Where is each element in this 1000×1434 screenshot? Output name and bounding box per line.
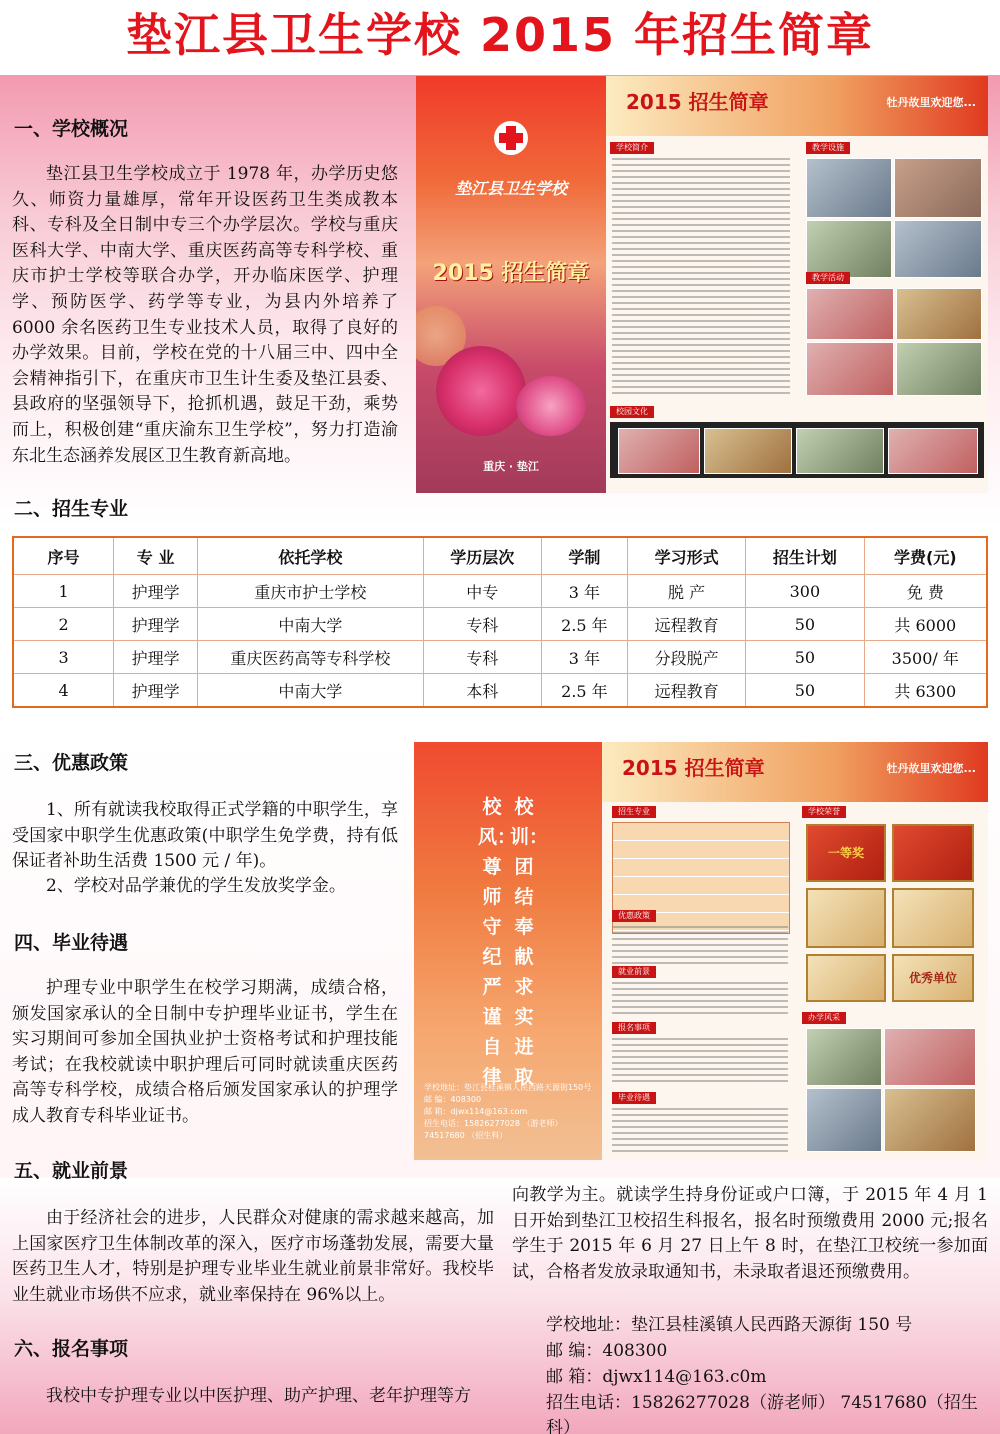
brochure-contact-line: 邮 编：408300 bbox=[424, 1095, 482, 1104]
table-cell: 护理学 bbox=[114, 674, 198, 708]
culture-photo bbox=[796, 428, 884, 474]
award-certificate bbox=[892, 824, 974, 882]
table-cell: 专科 bbox=[423, 608, 541, 641]
practice-photo bbox=[896, 288, 982, 340]
brochure-place: 重庆 · 垫江 bbox=[483, 460, 539, 473]
registration-text-right: 向教学为主。就读学生持身份证或户口簿，于 2015 年 4 月 1 日开始到垫江卫校招生科报名，报名时预缴费用 2000 元;报名学生于 2015 年 6 月 27 日上午 8 时，在垫江卫校统一参加面试，合格者发放录取通知书，未录取者退还预缴费用。 bbox=[512, 1185, 988, 1282]
award-certificate: 一等奖 bbox=[806, 824, 886, 882]
table-cell: 2.5 年 bbox=[541, 608, 627, 641]
table-cell: 分段脱产 bbox=[627, 641, 745, 674]
table-cell: 50 bbox=[746, 674, 864, 708]
table-cell: 50 bbox=[746, 641, 864, 674]
table-header-cell: 依托学校 bbox=[198, 537, 424, 575]
peony-flower-icon bbox=[516, 376, 586, 436]
heading-employment: 五、就业前景 bbox=[14, 1160, 129, 1182]
tag-graduation: 毕业待遇 bbox=[612, 1092, 656, 1104]
brochure-header-greeting: 牡丹故里欢迎您... bbox=[886, 96, 976, 109]
tag-style: 办学风采 bbox=[802, 1012, 846, 1024]
library-photo bbox=[894, 220, 982, 278]
brochure-header bbox=[606, 76, 988, 136]
overview-text: 垫江县卫生学校成立于 1978 年，办学历史悠久、师资力量雄厚，常年开设医药卫生类成教本科、专科及全日制中专三个办学层次。学校与重庆医科大学、中南大学、重庆医药高等专科学校、重庆市护士学校等联合办学，开办临床医学、护理学、预防医学、药学等专业，为县内外培养了 6000 余名医药卫生专业技术人员，取得了良好的办学效果。目前，学校在党的十八届三中、四中全会精神指引下，在重庆市卫生计生委及垫江县委、县政府的坚强领导下，抢抓机遇，鼓足干劲，乘势而上，积极创建“重庆渝东卫生学校”，努力打造渝东北生态涵养发展区卫生教育新高地。 bbox=[12, 164, 398, 466]
table-cell: 护理学 bbox=[114, 608, 198, 641]
tag-culture: 校园文化 bbox=[610, 406, 654, 418]
graduation-text: 护理专业中职学生在校学习期满，成绩合格，颁发国家承认的全日制中专护理毕业证书，学生在实习期间可参加全国执业护士资格考试和护理技能考试；在我校就读中职护理后可同时就读重庆医药高等专科学校，成绩合格后颁发国家承认的护理学成人教育专科毕业证书。 bbox=[12, 978, 398, 1126]
group-photo bbox=[806, 1088, 882, 1152]
table-cell: 本科 bbox=[423, 674, 541, 708]
award-plaque bbox=[806, 954, 886, 1002]
brochure-header bbox=[602, 742, 988, 802]
table-cell: 2.5 年 bbox=[541, 674, 627, 708]
heading-policy: 三、优惠政策 bbox=[14, 752, 129, 774]
brochure-contact-line: 招生电话：15826277028 （游老师） bbox=[424, 1119, 563, 1128]
brochure-back-cover bbox=[414, 742, 602, 1160]
school-motto: 校训：团结 奉献 求实 进取 bbox=[510, 796, 549, 1088]
brochure-cover-slogan: 2015 招生简章 bbox=[432, 261, 590, 286]
tag-honors: 学校荣誉 bbox=[802, 806, 846, 818]
brochure-inner-page-2 bbox=[602, 742, 988, 1160]
lab-photo bbox=[894, 158, 982, 218]
heading-overview: 一、学校概况 bbox=[14, 118, 129, 140]
brochure-cover bbox=[416, 76, 606, 493]
table-cell: 共 6000 bbox=[864, 608, 987, 641]
phone: 招生电话：15826277028（游老师） 74517680（招生科） bbox=[546, 1393, 978, 1434]
table-cell: 4 bbox=[13, 674, 114, 708]
table-cell: 专科 bbox=[423, 641, 541, 674]
ceremony-photo bbox=[806, 342, 894, 396]
table-row bbox=[13, 674, 987, 708]
table-header-cell: 招生计划 bbox=[746, 537, 864, 575]
table-cell: 远程教育 bbox=[627, 608, 745, 641]
table-header-cell: 学制 bbox=[541, 537, 627, 575]
graduation-text-block bbox=[612, 1108, 788, 1152]
policy-item-1: 1、所有就读我校取得正式学籍的中职学生，享受国家中职学生优惠政策(中职学生免学费，持有低保证者补助生活费 1500 元 / 年)。 bbox=[12, 800, 398, 872]
brochure-contact-line: 74517680 （招生科） bbox=[424, 1131, 508, 1140]
table-cell: 护理学 bbox=[114, 575, 198, 608]
employment-text-block bbox=[612, 982, 788, 1018]
tag-employment: 就业前景 bbox=[612, 966, 656, 978]
table-header-cell: 学习形式 bbox=[627, 537, 745, 575]
tag-activity: 教学活动 bbox=[806, 272, 850, 284]
tag-intro: 学校简介 bbox=[610, 142, 654, 154]
group-photo bbox=[806, 1028, 882, 1086]
award-plaque: 优秀单位 bbox=[892, 954, 974, 1002]
tag-policy: 优惠政策 bbox=[612, 910, 656, 922]
group-photo bbox=[884, 1088, 976, 1152]
ward-photo bbox=[806, 220, 892, 278]
table-cell: 中南大学 bbox=[198, 608, 424, 641]
table-cell: 3 年 bbox=[541, 575, 627, 608]
brochure-contact-line: 学校地址：垫江县桂溪镇人民西路天源街150号 bbox=[424, 1083, 592, 1092]
registration-text-block bbox=[612, 1038, 788, 1084]
registration-text-left: 我校中专护理专业以中医护理、助产护理、老年护理等方 bbox=[46, 1386, 471, 1406]
award-certificate bbox=[892, 888, 974, 948]
school-style: 校风：尊师 守纪 严谨 自律 bbox=[478, 796, 517, 1088]
table-cell: 3 年 bbox=[541, 641, 627, 674]
activity-photo bbox=[806, 288, 894, 340]
table-header-cell: 学历层次 bbox=[423, 537, 541, 575]
peony-flower-icon bbox=[436, 346, 526, 436]
tag-majors: 招生专业 bbox=[612, 806, 656, 818]
table-cell: 50 bbox=[746, 608, 864, 641]
table-cell: 脱 产 bbox=[627, 575, 745, 608]
table-cell: 3 bbox=[13, 641, 114, 674]
table-cell: 远程教育 bbox=[627, 674, 745, 708]
table-cell: 重庆医药高等专科学校 bbox=[198, 641, 424, 674]
brochure-image-1 bbox=[416, 76, 988, 493]
intro-text-block bbox=[612, 158, 790, 398]
award-certificate bbox=[806, 888, 886, 948]
classroom-photo bbox=[806, 158, 892, 218]
brochure-contact-block bbox=[424, 1082, 591, 1142]
tag-teaching: 教学设施 bbox=[806, 142, 850, 154]
table-header-row bbox=[13, 537, 987, 575]
school-address: 学校地址：垫江县桂溪镇人民西路天源街 150 号 bbox=[546, 1315, 913, 1335]
table-cell: 300 bbox=[746, 575, 864, 608]
heading-majors: 二、招生专业 bbox=[14, 498, 129, 520]
table-row bbox=[13, 575, 987, 608]
heading-registration: 六、报名事项 bbox=[14, 1338, 129, 1360]
table-row bbox=[13, 641, 987, 674]
culture-photo bbox=[618, 428, 700, 474]
brochure-image-2 bbox=[414, 742, 988, 1160]
brochure-contact-line: 邮 箱：djwx114@163.com bbox=[424, 1107, 528, 1116]
heading-graduation: 四、毕业待遇 bbox=[14, 932, 129, 954]
email: 邮 箱：djwx114@163.c0m bbox=[546, 1367, 767, 1387]
postcode: 邮 编：408300 bbox=[546, 1341, 668, 1361]
table-header-cell: 序号 bbox=[13, 537, 114, 575]
brochure-inner-page bbox=[606, 76, 988, 493]
table-row bbox=[13, 608, 987, 641]
policy-text-block bbox=[612, 926, 788, 966]
table-cell: 护理学 bbox=[114, 641, 198, 674]
table-cell: 2 bbox=[13, 608, 114, 641]
tag-registration: 报名事项 bbox=[612, 1022, 656, 1034]
table-header-cell: 专 业 bbox=[114, 537, 198, 575]
table-cell: 中专 bbox=[423, 575, 541, 608]
red-cross-icon-bar bbox=[499, 133, 523, 143]
policy-item-2: 2、学校对品学兼优的学生发放奖学金。 bbox=[46, 876, 346, 896]
culture-photo bbox=[888, 428, 978, 474]
brochure-header-title: 2015 招生简章 bbox=[622, 756, 765, 780]
majors-table bbox=[12, 536, 988, 708]
brochure-header-greeting: 牡丹故里欢迎您... bbox=[886, 762, 976, 775]
page-title: 垫江县卫生学校 2015 年招生简章 bbox=[125, 8, 875, 62]
brochure-header-title: 2015 招生简章 bbox=[626, 90, 769, 114]
table-cell: 中南大学 bbox=[198, 674, 424, 708]
table-cell: 免 费 bbox=[864, 575, 987, 608]
group-photo bbox=[884, 1028, 976, 1086]
table-cell: 重庆市护士学校 bbox=[198, 575, 424, 608]
employment-text: 由于经济社会的进步，人民群众对健康的需求越来越高，加上国家医疗卫生体制改革的深入，医疗市场蓬勃发展，需要大量医药卫生人才，特别是护理专业毕业生就业前景非常好。我校毕业生就业市场供不应求，就业率保持在 96%以上。 bbox=[12, 1208, 494, 1305]
training-photo bbox=[896, 342, 982, 396]
table-cell: 共 6300 bbox=[864, 674, 987, 708]
table-cell: 1 bbox=[13, 575, 114, 608]
culture-photo bbox=[704, 428, 792, 474]
table-cell: 3500/ 年 bbox=[864, 641, 987, 674]
brochure-school-name: 垫江县卫生学校 bbox=[454, 179, 567, 198]
table-header-cell: 学费(元) bbox=[864, 537, 987, 575]
